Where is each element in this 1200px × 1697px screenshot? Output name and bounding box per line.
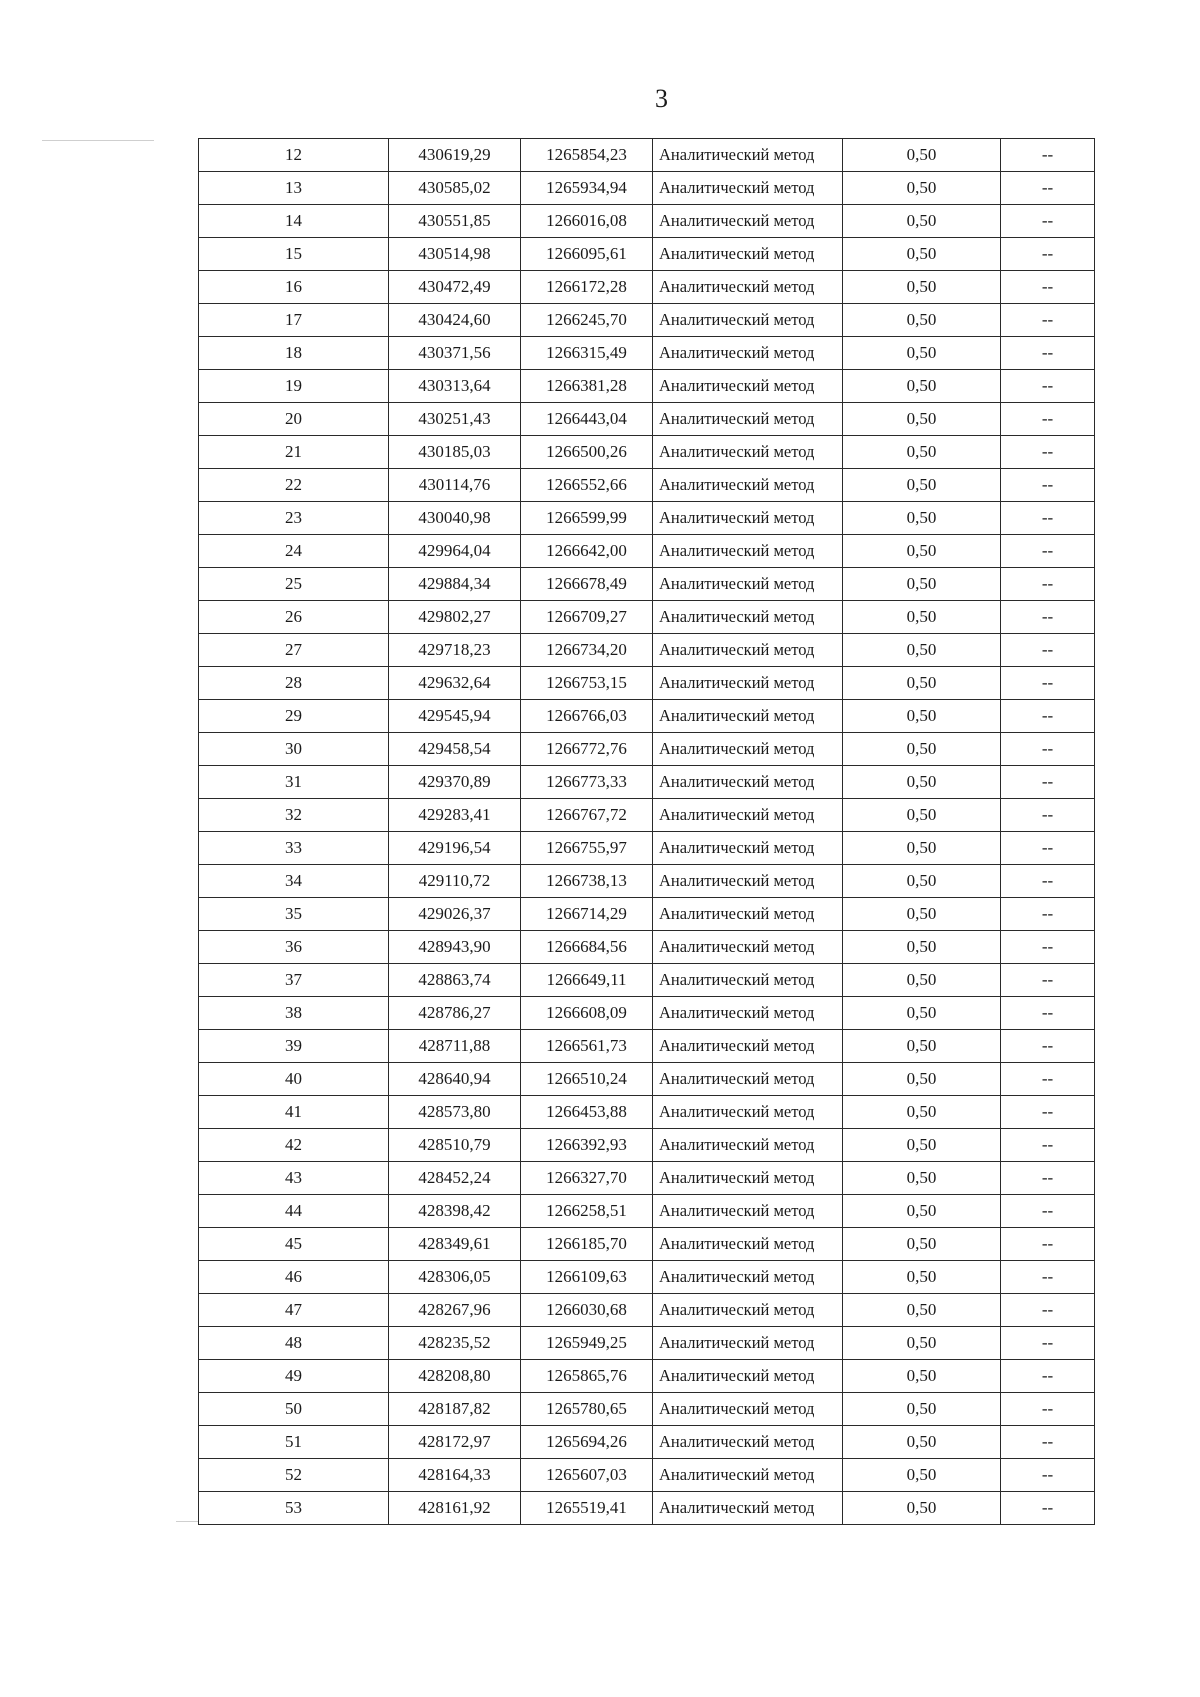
method-cell: Аналитический метод [653, 172, 843, 205]
method-cell: Аналитический метод [653, 1228, 843, 1261]
point-number-cell: 23 [199, 502, 389, 535]
coordinate-x-cell: 430551,85 [389, 205, 521, 238]
coordinate-y-cell: 1266599,99 [521, 502, 653, 535]
point-number-cell: 13 [199, 172, 389, 205]
note-cell: -- [1001, 1426, 1095, 1459]
table-row [199, 1129, 1095, 1162]
coordinate-x-cell: 428943,90 [389, 931, 521, 964]
coordinate-x-cell: 429370,89 [389, 766, 521, 799]
method-cell: Аналитический метод [653, 535, 843, 568]
method-cell: Аналитический метод [653, 865, 843, 898]
note-cell: -- [1001, 403, 1095, 436]
coordinate-x-cell: 430371,56 [389, 337, 521, 370]
point-number-cell: 21 [199, 436, 389, 469]
point-number-cell: 51 [199, 1426, 389, 1459]
coordinate-y-cell: 1266030,68 [521, 1294, 653, 1327]
method-cell: Аналитический метод [653, 799, 843, 832]
coordinate-x-cell: 430424,60 [389, 304, 521, 337]
coordinate-y-cell: 1266767,72 [521, 799, 653, 832]
note-cell: -- [1001, 601, 1095, 634]
point-number-cell: 25 [199, 568, 389, 601]
table-row [199, 469, 1095, 502]
coordinate-y-cell: 1266753,15 [521, 667, 653, 700]
accuracy-cell: 0,50 [843, 502, 1001, 535]
scan-artifact-line [176, 1521, 198, 1522]
coordinate-y-cell: 1266608,09 [521, 997, 653, 1030]
table-row [199, 1294, 1095, 1327]
method-cell: Аналитический метод [653, 1096, 843, 1129]
point-number-cell: 53 [199, 1492, 389, 1525]
coordinate-x-cell: 430040,98 [389, 502, 521, 535]
table-row [199, 1228, 1095, 1261]
note-cell: -- [1001, 733, 1095, 766]
note-cell: -- [1001, 1294, 1095, 1327]
table-row [199, 1063, 1095, 1096]
note-cell: -- [1001, 898, 1095, 931]
method-cell: Аналитический метод [653, 469, 843, 502]
method-cell: Аналитический метод [653, 304, 843, 337]
note-cell: -- [1001, 337, 1095, 370]
coordinate-y-cell: 1265780,65 [521, 1393, 653, 1426]
note-cell: -- [1001, 304, 1095, 337]
coordinate-y-cell: 1266772,76 [521, 733, 653, 766]
note-cell: -- [1001, 502, 1095, 535]
note-cell: -- [1001, 1393, 1095, 1426]
method-cell: Аналитический метод [653, 766, 843, 799]
table-row [199, 898, 1095, 931]
note-cell: -- [1001, 535, 1095, 568]
coordinate-y-cell: 1266709,27 [521, 601, 653, 634]
coordinate-x-cell: 428172,97 [389, 1426, 521, 1459]
accuracy-cell: 0,50 [843, 1063, 1001, 1096]
note-cell: -- [1001, 931, 1095, 964]
coordinate-y-cell: 1265607,03 [521, 1459, 653, 1492]
accuracy-cell: 0,50 [843, 139, 1001, 172]
point-number-cell: 50 [199, 1393, 389, 1426]
coordinate-x-cell: 429283,41 [389, 799, 521, 832]
coordinate-x-cell: 428510,79 [389, 1129, 521, 1162]
note-cell: -- [1001, 172, 1095, 205]
accuracy-cell: 0,50 [843, 436, 1001, 469]
coordinate-x-cell: 429632,64 [389, 667, 521, 700]
note-cell: -- [1001, 997, 1095, 1030]
accuracy-cell: 0,50 [843, 403, 1001, 436]
method-cell: Аналитический метод [653, 436, 843, 469]
coordinate-y-cell: 1265854,23 [521, 139, 653, 172]
coordinate-y-cell: 1265949,25 [521, 1327, 653, 1360]
page-number: 3 [655, 84, 668, 113]
method-cell: Аналитический метод [653, 1393, 843, 1426]
accuracy-cell: 0,50 [843, 766, 1001, 799]
coordinate-y-cell: 1266109,63 [521, 1261, 653, 1294]
coordinate-x-cell: 428306,05 [389, 1261, 521, 1294]
coordinate-y-cell: 1266443,04 [521, 403, 653, 436]
point-number-cell: 17 [199, 304, 389, 337]
accuracy-cell: 0,50 [843, 1492, 1001, 1525]
method-cell: Аналитический метод [653, 634, 843, 667]
table-row [199, 865, 1095, 898]
method-cell: Аналитический метод [653, 1327, 843, 1360]
coordinate-x-cell: 429964,04 [389, 535, 521, 568]
note-cell: -- [1001, 271, 1095, 304]
coordinate-x-cell: 428863,74 [389, 964, 521, 997]
accuracy-cell: 0,50 [843, 1459, 1001, 1492]
table-row [199, 766, 1095, 799]
method-cell: Аналитический метод [653, 1129, 843, 1162]
coordinate-x-cell: 428573,80 [389, 1096, 521, 1129]
table-row [199, 1195, 1095, 1228]
coordinate-y-cell: 1266453,88 [521, 1096, 653, 1129]
point-number-cell: 41 [199, 1096, 389, 1129]
coordinate-y-cell: 1265934,94 [521, 172, 653, 205]
coordinate-x-cell: 428235,52 [389, 1327, 521, 1360]
method-cell: Аналитический метод [653, 1294, 843, 1327]
coordinate-y-cell: 1266649,11 [521, 964, 653, 997]
coordinates-table [198, 138, 1095, 1525]
accuracy-cell: 0,50 [843, 931, 1001, 964]
table-row [199, 799, 1095, 832]
coordinate-y-cell: 1266016,08 [521, 205, 653, 238]
accuracy-cell: 0,50 [843, 238, 1001, 271]
accuracy-cell: 0,50 [843, 865, 1001, 898]
coordinate-x-cell: 428187,82 [389, 1393, 521, 1426]
note-cell: -- [1001, 634, 1095, 667]
coordinate-y-cell: 1266734,20 [521, 634, 653, 667]
note-cell: -- [1001, 1492, 1095, 1525]
note-cell: -- [1001, 139, 1095, 172]
note-cell: -- [1001, 766, 1095, 799]
table-row [199, 634, 1095, 667]
method-cell: Аналитический метод [653, 700, 843, 733]
accuracy-cell: 0,50 [843, 271, 1001, 304]
method-cell: Аналитический метод [653, 1195, 843, 1228]
point-number-cell: 37 [199, 964, 389, 997]
table-row [199, 667, 1095, 700]
coordinate-x-cell: 430313,64 [389, 370, 521, 403]
table-row [199, 1030, 1095, 1063]
point-number-cell: 26 [199, 601, 389, 634]
coordinate-y-cell: 1266258,51 [521, 1195, 653, 1228]
table-row [199, 832, 1095, 865]
point-number-cell: 12 [199, 139, 389, 172]
note-cell: -- [1001, 1261, 1095, 1294]
coordinate-y-cell: 1266714,29 [521, 898, 653, 931]
method-cell: Аналитический метод [653, 997, 843, 1030]
point-number-cell: 15 [199, 238, 389, 271]
method-cell: Аналитический метод [653, 898, 843, 931]
coordinate-x-cell: 428640,94 [389, 1063, 521, 1096]
accuracy-cell: 0,50 [843, 1228, 1001, 1261]
method-cell: Аналитический метод [653, 1261, 843, 1294]
accuracy-cell: 0,50 [843, 1195, 1001, 1228]
note-cell: -- [1001, 1129, 1095, 1162]
point-number-cell: 27 [199, 634, 389, 667]
coordinate-y-cell: 1266561,73 [521, 1030, 653, 1063]
table-row [199, 370, 1095, 403]
table-row [199, 304, 1095, 337]
coordinate-x-cell: 429458,54 [389, 733, 521, 766]
accuracy-cell: 0,50 [843, 535, 1001, 568]
table-row [199, 1393, 1095, 1426]
coordinate-x-cell: 428398,42 [389, 1195, 521, 1228]
table-row [199, 1261, 1095, 1294]
coordinate-y-cell: 1266773,33 [521, 766, 653, 799]
coordinate-x-cell: 428161,92 [389, 1492, 521, 1525]
table-row [199, 403, 1095, 436]
coordinate-x-cell: 428208,80 [389, 1360, 521, 1393]
point-number-cell: 43 [199, 1162, 389, 1195]
table-row [199, 931, 1095, 964]
coordinate-y-cell: 1266500,26 [521, 436, 653, 469]
note-cell: -- [1001, 568, 1095, 601]
method-cell: Аналитический метод [653, 370, 843, 403]
coordinate-y-cell: 1266510,24 [521, 1063, 653, 1096]
point-number-cell: 32 [199, 799, 389, 832]
method-cell: Аналитический метод [653, 667, 843, 700]
table-row [199, 238, 1095, 271]
accuracy-cell: 0,50 [843, 601, 1001, 634]
coordinate-y-cell: 1265519,41 [521, 1492, 653, 1525]
accuracy-cell: 0,50 [843, 898, 1001, 931]
method-cell: Аналитический метод [653, 1492, 843, 1525]
coordinate-x-cell: 430619,29 [389, 139, 521, 172]
table-row [199, 1459, 1095, 1492]
accuracy-cell: 0,50 [843, 469, 1001, 502]
note-cell: -- [1001, 1096, 1095, 1129]
point-number-cell: 18 [199, 337, 389, 370]
note-cell: -- [1001, 799, 1095, 832]
point-number-cell: 52 [199, 1459, 389, 1492]
method-cell: Аналитический метод [653, 1063, 843, 1096]
accuracy-cell: 0,50 [843, 1096, 1001, 1129]
accuracy-cell: 0,50 [843, 172, 1001, 205]
table-row [199, 1162, 1095, 1195]
point-number-cell: 40 [199, 1063, 389, 1096]
note-cell: -- [1001, 832, 1095, 865]
accuracy-cell: 0,50 [843, 568, 1001, 601]
coordinate-y-cell: 1266381,28 [521, 370, 653, 403]
accuracy-cell: 0,50 [843, 1261, 1001, 1294]
coordinate-x-cell: 430114,76 [389, 469, 521, 502]
method-cell: Аналитический метод [653, 205, 843, 238]
point-number-cell: 20 [199, 403, 389, 436]
table-row [199, 535, 1095, 568]
note-cell: -- [1001, 436, 1095, 469]
table-row [199, 1492, 1095, 1525]
note-cell: -- [1001, 1195, 1095, 1228]
point-number-cell: 48 [199, 1327, 389, 1360]
note-cell: -- [1001, 700, 1095, 733]
coordinate-y-cell: 1266172,28 [521, 271, 653, 304]
note-cell: -- [1001, 1327, 1095, 1360]
scan-artifact-line [42, 140, 154, 141]
method-cell: Аналитический метод [653, 832, 843, 865]
method-cell: Аналитический метод [653, 403, 843, 436]
coordinate-y-cell: 1266642,00 [521, 535, 653, 568]
coordinate-y-cell: 1266684,56 [521, 931, 653, 964]
coordinate-x-cell: 429110,72 [389, 865, 521, 898]
coordinate-x-cell: 429545,94 [389, 700, 521, 733]
note-cell: -- [1001, 1360, 1095, 1393]
table-row [199, 1096, 1095, 1129]
method-cell: Аналитический метод [653, 568, 843, 601]
note-cell: -- [1001, 370, 1095, 403]
coordinate-y-cell: 1266552,66 [521, 469, 653, 502]
table-row [199, 436, 1095, 469]
point-number-cell: 22 [199, 469, 389, 502]
method-cell: Аналитический метод [653, 139, 843, 172]
note-cell: -- [1001, 1030, 1095, 1063]
table-row [199, 568, 1095, 601]
method-cell: Аналитический метод [653, 1162, 843, 1195]
accuracy-cell: 0,50 [843, 1162, 1001, 1195]
accuracy-cell: 0,50 [843, 799, 1001, 832]
accuracy-cell: 0,50 [843, 304, 1001, 337]
point-number-cell: 36 [199, 931, 389, 964]
point-number-cell: 24 [199, 535, 389, 568]
accuracy-cell: 0,50 [843, 1129, 1001, 1162]
coordinate-x-cell: 430472,49 [389, 271, 521, 304]
point-number-cell: 29 [199, 700, 389, 733]
point-number-cell: 46 [199, 1261, 389, 1294]
coordinate-y-cell: 1266315,49 [521, 337, 653, 370]
note-cell: -- [1001, 1162, 1095, 1195]
note-cell: -- [1001, 964, 1095, 997]
point-number-cell: 34 [199, 865, 389, 898]
coordinate-x-cell: 429196,54 [389, 832, 521, 865]
coordinate-x-cell: 430514,98 [389, 238, 521, 271]
accuracy-cell: 0,50 [843, 733, 1001, 766]
table-row [199, 502, 1095, 535]
accuracy-cell: 0,50 [843, 1030, 1001, 1063]
table-row [199, 172, 1095, 205]
coordinate-y-cell: 1266738,13 [521, 865, 653, 898]
accuracy-cell: 0,50 [843, 337, 1001, 370]
method-cell: Аналитический метод [653, 1030, 843, 1063]
point-number-cell: 45 [199, 1228, 389, 1261]
note-cell: -- [1001, 1459, 1095, 1492]
table-row [199, 205, 1095, 238]
accuracy-cell: 0,50 [843, 1294, 1001, 1327]
method-cell: Аналитический метод [653, 271, 843, 304]
coordinate-x-cell: 429026,37 [389, 898, 521, 931]
coordinate-x-cell: 428267,96 [389, 1294, 521, 1327]
accuracy-cell: 0,50 [843, 964, 1001, 997]
table-row [199, 1327, 1095, 1360]
point-number-cell: 19 [199, 370, 389, 403]
table-row [199, 997, 1095, 1030]
coordinate-y-cell: 1265694,26 [521, 1426, 653, 1459]
point-number-cell: 42 [199, 1129, 389, 1162]
point-number-cell: 47 [199, 1294, 389, 1327]
point-number-cell: 16 [199, 271, 389, 304]
table-row [199, 964, 1095, 997]
method-cell: Аналитический метод [653, 337, 843, 370]
accuracy-cell: 0,50 [843, 634, 1001, 667]
method-cell: Аналитический метод [653, 1360, 843, 1393]
coordinate-y-cell: 1266755,97 [521, 832, 653, 865]
table-row [199, 733, 1095, 766]
point-number-cell: 39 [199, 1030, 389, 1063]
coordinate-x-cell: 429718,23 [389, 634, 521, 667]
point-number-cell: 14 [199, 205, 389, 238]
coordinate-y-cell: 1266327,70 [521, 1162, 653, 1195]
note-cell: -- [1001, 469, 1095, 502]
note-cell: -- [1001, 667, 1095, 700]
coordinate-x-cell: 428711,88 [389, 1030, 521, 1063]
coordinates-table-body [199, 139, 1095, 1525]
point-number-cell: 33 [199, 832, 389, 865]
point-number-cell: 35 [199, 898, 389, 931]
coordinate-y-cell: 1266185,70 [521, 1228, 653, 1261]
coordinate-y-cell: 1266392,93 [521, 1129, 653, 1162]
table-row [199, 1426, 1095, 1459]
method-cell: Аналитический метод [653, 931, 843, 964]
coordinate-x-cell: 430585,02 [389, 172, 521, 205]
coordinate-x-cell: 430251,43 [389, 403, 521, 436]
note-cell: -- [1001, 865, 1095, 898]
method-cell: Аналитический метод [653, 502, 843, 535]
point-number-cell: 28 [199, 667, 389, 700]
method-cell: Аналитический метод [653, 964, 843, 997]
note-cell: -- [1001, 205, 1095, 238]
coordinate-x-cell: 428164,33 [389, 1459, 521, 1492]
point-number-cell: 44 [199, 1195, 389, 1228]
table-row [199, 271, 1095, 304]
note-cell: -- [1001, 238, 1095, 271]
coordinate-x-cell: 429802,27 [389, 601, 521, 634]
coordinate-x-cell: 428452,24 [389, 1162, 521, 1195]
accuracy-cell: 0,50 [843, 700, 1001, 733]
point-number-cell: 38 [199, 997, 389, 1030]
accuracy-cell: 0,50 [843, 1360, 1001, 1393]
accuracy-cell: 0,50 [843, 997, 1001, 1030]
table-row [199, 1360, 1095, 1393]
coordinate-y-cell: 1265865,76 [521, 1360, 653, 1393]
note-cell: -- [1001, 1063, 1095, 1096]
method-cell: Аналитический метод [653, 238, 843, 271]
table-row [199, 601, 1095, 634]
accuracy-cell: 0,50 [843, 1327, 1001, 1360]
point-number-cell: 31 [199, 766, 389, 799]
coordinate-y-cell: 1266095,61 [521, 238, 653, 271]
coordinate-y-cell: 1266245,70 [521, 304, 653, 337]
coordinate-x-cell: 430185,03 [389, 436, 521, 469]
accuracy-cell: 0,50 [843, 370, 1001, 403]
coordinate-x-cell: 428786,27 [389, 997, 521, 1030]
coordinate-x-cell: 428349,61 [389, 1228, 521, 1261]
accuracy-cell: 0,50 [843, 667, 1001, 700]
accuracy-cell: 0,50 [843, 205, 1001, 238]
coordinate-y-cell: 1266766,03 [521, 700, 653, 733]
table-row [199, 337, 1095, 370]
coordinate-x-cell: 429884,34 [389, 568, 521, 601]
method-cell: Аналитический метод [653, 733, 843, 766]
accuracy-cell: 0,50 [843, 832, 1001, 865]
table-row [199, 139, 1095, 172]
point-number-cell: 30 [199, 733, 389, 766]
note-cell: -- [1001, 1228, 1095, 1261]
method-cell: Аналитический метод [653, 1459, 843, 1492]
accuracy-cell: 0,50 [843, 1393, 1001, 1426]
coordinate-y-cell: 1266678,49 [521, 568, 653, 601]
method-cell: Аналитический метод [653, 601, 843, 634]
table-row [199, 700, 1095, 733]
method-cell: Аналитический метод [653, 1426, 843, 1459]
point-number-cell: 49 [199, 1360, 389, 1393]
accuracy-cell: 0,50 [843, 1426, 1001, 1459]
